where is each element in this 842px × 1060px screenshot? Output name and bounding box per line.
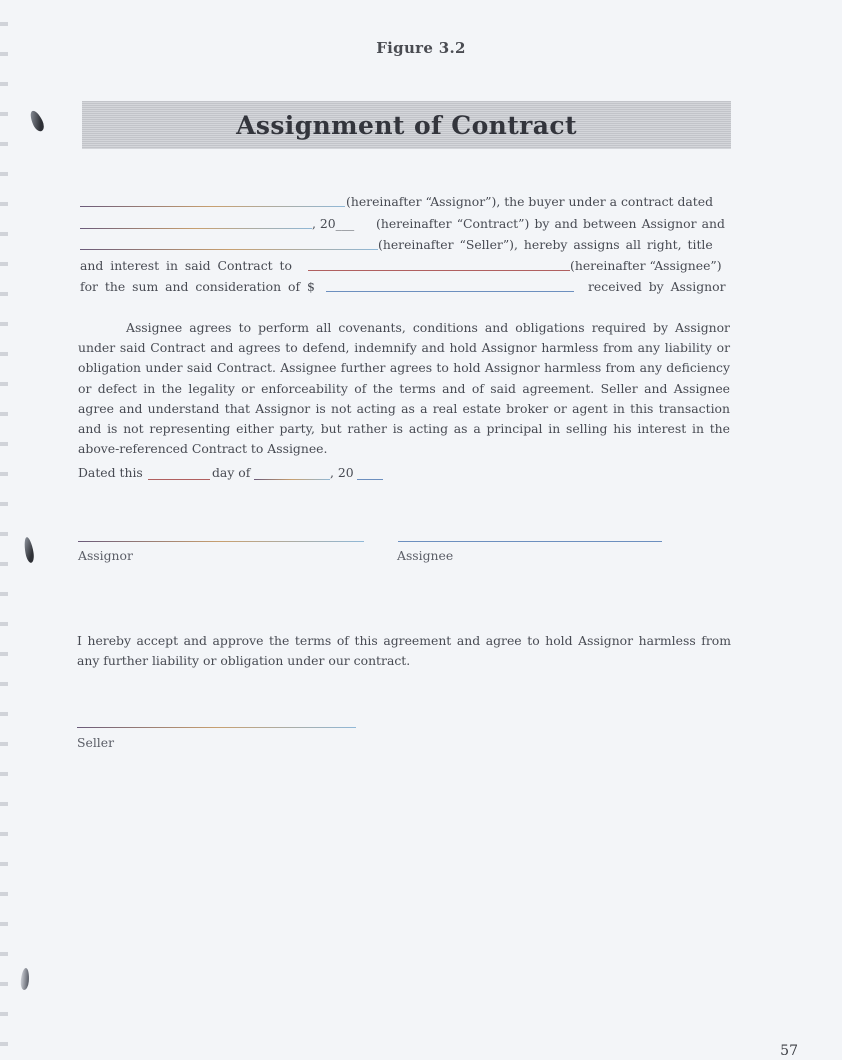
seller-label: Seller [77, 735, 115, 750]
intro-line-4-right: (hereinafter “Assignee”) [570, 258, 722, 273]
obligations-text: Assignee agrees to perform all covenants, conditions and obligations required by Assignor under said Contract and agrees to defend, indemnify and hold Assignor harmless from any liability or obligation under said Contract. Assignee further agrees to hold Assignor harmless from any deficiency or defect in the legality or enforceability of the terms and of said agreement. Seller and Assignee agree and understand that Assignor is not acting as a real estate broker or agent in this transaction and is not representing either party, but rather is acting as a principal in selling his interest in the above-referenced Contract to Assignee. [78, 320, 730, 457]
assignor-name-blank[interactable] [80, 206, 345, 207]
obligations-paragraph [78, 318, 730, 459]
dated-year-label: , 20 [330, 465, 354, 480]
intro-line-5-left: for the sum and consideration of $ [80, 279, 315, 294]
dated-day-blank[interactable] [148, 479, 210, 480]
intro-line-3: (hereinafter “Seller”), hereby assigns all right, title [378, 237, 713, 252]
seller-signature-line[interactable] [77, 727, 356, 728]
contract-year-field[interactable]: , 20___ [312, 216, 355, 231]
binder-hole-mark [23, 537, 35, 564]
assignor-signature-line[interactable] [78, 541, 364, 542]
document-title: Assignment of Contract [236, 110, 577, 140]
dated-day-of: day of [212, 465, 251, 480]
contract-date-blank[interactable] [80, 228, 312, 229]
intro-line-5-right: received by Assignor [588, 279, 726, 294]
title-banner [82, 101, 731, 149]
seller-name-blank[interactable] [80, 249, 378, 250]
dated-month-blank[interactable] [254, 479, 330, 480]
assignee-label: Assignee [397, 548, 454, 563]
assignor-label: Assignor [78, 548, 133, 563]
intro-line-1: (hereinafter “Assignor”), the buyer under a contract dated [346, 194, 714, 209]
dated-prefix: Dated this [78, 465, 143, 480]
seller-acceptance-paragraph: I hereby accept and approve the terms of this agreement and agree to hold Assignor harmless from any further liability or obligation under our contract. [77, 633, 731, 669]
assignee-signature-line[interactable] [398, 541, 662, 542]
assignee-name-blank[interactable] [308, 270, 570, 271]
intro-line-4-left: and interest in said Contract to [80, 258, 292, 273]
figure-label: Figure 3.2 [376, 39, 466, 57]
page-number: 57 [780, 1043, 798, 1059]
consideration-amount-blank[interactable] [326, 291, 574, 292]
binder-hole-mark [28, 109, 46, 133]
binder-hole-mark [20, 968, 30, 991]
dated-year-blank[interactable] [357, 479, 383, 480]
intro-line-2: (hereinafter “Contract”) by and between Assignor and [376, 216, 725, 231]
page-edge-perforation [0, 0, 8, 1060]
